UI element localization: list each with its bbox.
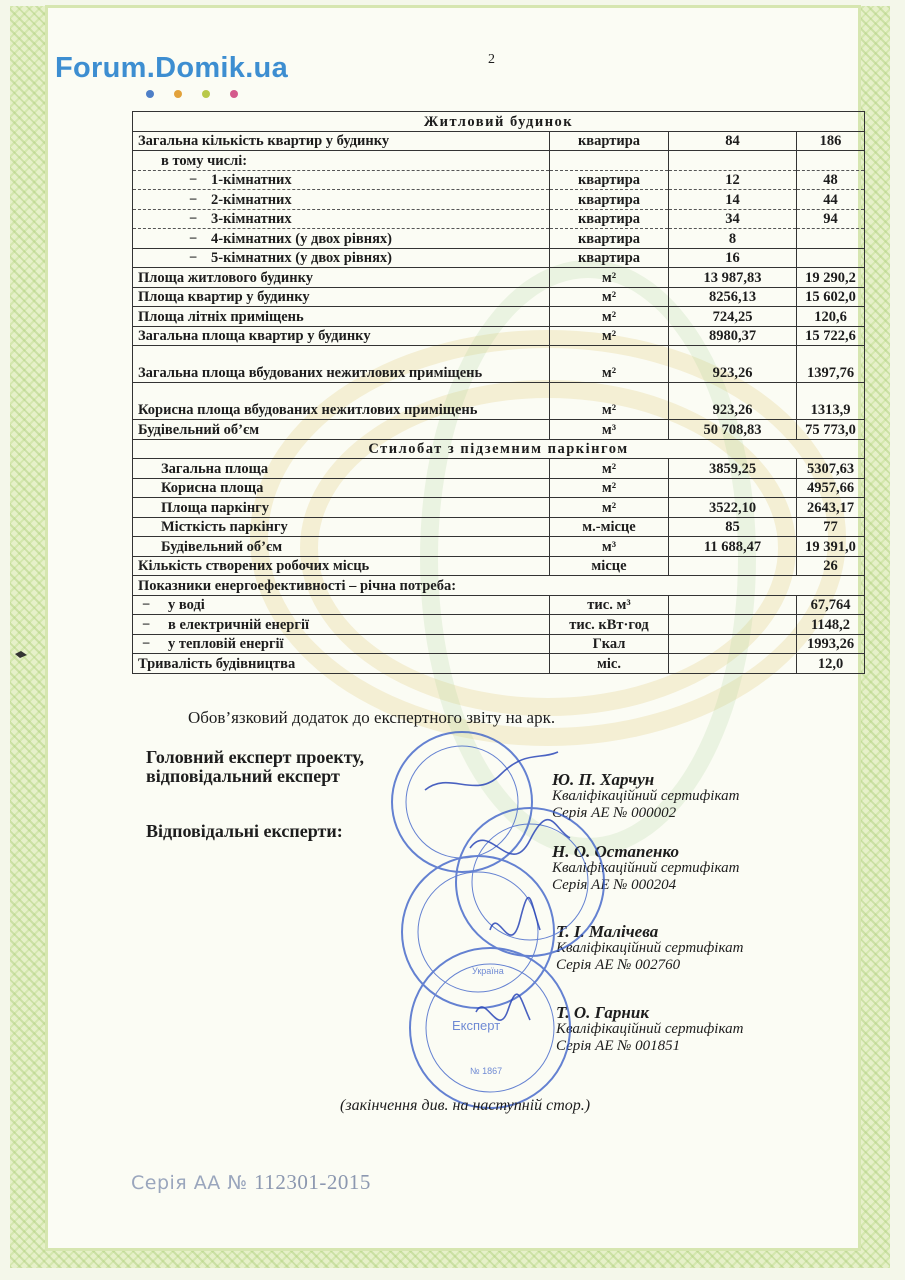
- expert-certificate: [556, 1021, 743, 1055]
- row-unit: квартира: [550, 248, 669, 268]
- row-label: [133, 248, 550, 268]
- row-value-1: [669, 654, 797, 674]
- row-value-2: [797, 229, 865, 249]
- table-row: [133, 654, 865, 674]
- row-label-text: Корисна площа вбудованих нежитлових приміщень: [138, 402, 478, 418]
- section-row-residential: [133, 112, 865, 132]
- row-label: [133, 654, 550, 674]
- table-row: [133, 346, 865, 383]
- table-row: [133, 209, 865, 229]
- serial-number: 112301-2015: [254, 1170, 371, 1194]
- row-unit: м³: [550, 537, 669, 557]
- row-value-2: 4957,66: [797, 478, 865, 498]
- row-unit: м²: [550, 268, 669, 288]
- table-row: [133, 151, 865, 171]
- heading-line: Головний експерт проекту,: [146, 747, 365, 767]
- row-label-text: 5-кімнатних (у двох рівнях): [211, 250, 393, 266]
- row-unit: квартира: [550, 190, 669, 210]
- row-value-1: [669, 556, 797, 576]
- row-label-text: Площа паркінгу: [161, 499, 270, 516]
- certificate-type: Кваліфікаційний сертифікат: [552, 788, 740, 804]
- table-row: [133, 383, 865, 420]
- table-row: [133, 420, 865, 440]
- row-value-2: 15 722,6: [797, 326, 865, 346]
- row-value-2: 1993,26: [797, 634, 865, 654]
- bullet-dash: −: [142, 636, 151, 652]
- energy-title: Показники енергоефективності – річна потреба:: [133, 576, 865, 596]
- row-label: [133, 209, 550, 229]
- row-value-1: 923,26: [669, 383, 797, 420]
- row-value-2: 94: [797, 209, 865, 229]
- table-row: [133, 190, 865, 210]
- watermark-dot: [202, 90, 210, 98]
- stamp-label: Україна: [472, 966, 504, 976]
- row-label-text: 3-кімнатних: [211, 211, 292, 227]
- row-unit: квартира: [550, 131, 669, 151]
- row-value-1: 14: [669, 190, 797, 210]
- row-value-1: 3522,10: [669, 498, 797, 518]
- expert-name: Т. О. Гарник: [556, 1003, 649, 1022]
- bullet-dash: −: [189, 250, 198, 266]
- expert-certificate: [556, 940, 743, 974]
- row-label: [133, 307, 550, 327]
- row-label: [133, 268, 550, 288]
- row-value-2: 44: [797, 190, 865, 210]
- page-number: 2: [488, 52, 495, 67]
- table-row: [133, 537, 865, 557]
- certificate-type: Кваліфікаційний сертифікат: [556, 1021, 744, 1037]
- certificate-series: Серія АЕ № 001851: [556, 1038, 681, 1054]
- row-value-1: [669, 615, 797, 635]
- table-row: [133, 478, 865, 498]
- row-value-2: 5307,63: [797, 459, 865, 479]
- continuation-note: (закінчення див. на наступній стор.): [340, 1097, 591, 1114]
- row-value-2: 1313,9: [797, 383, 865, 420]
- row-unit: м²: [550, 346, 669, 383]
- row-label-text: 4-кімнатних (у двох рівнях): [211, 230, 393, 247]
- annex-note: Обов’язковий додаток до експертного звіту на арк.: [188, 708, 556, 727]
- chief-expert-heading: [146, 748, 364, 786]
- row-unit: [550, 151, 669, 171]
- row-value-1: 13 987,83: [669, 268, 797, 288]
- expert-name: Н. О. Остапенко: [552, 842, 679, 861]
- certificate-series: Серія АЕ № 000002: [552, 805, 677, 821]
- row-label-text: в електричній енергії: [168, 616, 310, 633]
- watermark-dot: [230, 90, 238, 98]
- row-label: [133, 151, 550, 171]
- row-value-2: 1397,76: [797, 346, 865, 383]
- row-label-text: Загальна площа квартир у будинку: [138, 328, 371, 344]
- row-label-text: 2-кімнатних: [211, 191, 292, 208]
- bullet-dash: −: [189, 172, 198, 188]
- table-row: [133, 517, 865, 537]
- table-row: [133, 556, 865, 576]
- table-row: [133, 498, 865, 518]
- certificate-series: Серія АЕ № 000204: [552, 877, 677, 893]
- row-label-text: Будівельний об’єм: [161, 538, 283, 555]
- bullet-dash: −: [189, 211, 198, 227]
- bullet-dash: −: [142, 616, 151, 633]
- row-unit: м²: [550, 383, 669, 420]
- table-row: [133, 170, 865, 190]
- row-unit: м.-місце: [550, 517, 669, 537]
- row-label: [133, 556, 550, 576]
- row-label: [133, 517, 550, 537]
- row-unit: квартира: [550, 229, 669, 249]
- row-value-2: 67,764: [797, 595, 865, 615]
- certificate-type: Кваліфікаційний сертифікат: [556, 940, 744, 956]
- row-value-1: 34: [669, 209, 797, 229]
- row-unit: міс.: [550, 654, 669, 674]
- row-unit: тис. м³: [550, 595, 669, 615]
- row-unit: м²: [550, 307, 669, 327]
- stamp-label: № 1867: [470, 1066, 503, 1076]
- row-value-2: 19 391,0: [797, 537, 865, 557]
- row-value-1: 3859,25: [669, 459, 797, 479]
- row-label-text: Площа літніх приміщень: [138, 308, 304, 325]
- row-label: [133, 634, 550, 654]
- row-unit: м³: [550, 420, 669, 440]
- table-row: [133, 248, 865, 268]
- row-label-text: Корисна площа: [161, 480, 264, 496]
- table-row: [133, 268, 865, 288]
- row-label-text: Площа житлового будинку: [138, 269, 313, 286]
- row-value-2: 2643,17: [797, 498, 865, 518]
- table-row: [133, 131, 865, 151]
- row-label: [133, 287, 550, 307]
- bullet-dash: −: [142, 597, 151, 613]
- row-label: [133, 383, 550, 420]
- row-label-text: Тривалість будівництва: [138, 655, 296, 672]
- row-value-2: [797, 151, 865, 171]
- form-serial-number: [131, 1170, 371, 1195]
- row-value-1: 8980,37: [669, 326, 797, 346]
- row-label: [133, 229, 550, 249]
- row-label: [133, 131, 550, 151]
- row-value-1: [669, 595, 797, 615]
- row-label-text: Загальна площа: [161, 460, 269, 477]
- row-value-2: 12,0: [797, 654, 865, 674]
- row-label-text: в тому числі:: [161, 152, 248, 169]
- table-row: [133, 307, 865, 327]
- row-value-1: 11 688,47: [669, 537, 797, 557]
- expert-name: Ю. П. Харчун: [552, 770, 655, 789]
- row-value-1: 8256,13: [669, 287, 797, 307]
- row-label: [133, 459, 550, 479]
- row-label-text: Загальна кількість квартир у будинку: [138, 133, 390, 149]
- row-value-2: 186: [797, 131, 865, 151]
- row-value-1: 85: [669, 517, 797, 537]
- bullet-dash: −: [189, 191, 198, 208]
- table-row: [133, 634, 865, 654]
- row-value-1: [669, 634, 797, 654]
- row-value-2: 26: [797, 556, 865, 576]
- watermark-dot: [174, 90, 182, 98]
- row-value-2: 15 602,0: [797, 287, 865, 307]
- bullet-dash: −: [189, 230, 198, 247]
- responsible-experts-heading: Відповідальні експерти:: [146, 821, 343, 841]
- watermark-logo: Forum.Domik.ua: [55, 52, 288, 84]
- row-label-text: Кількість створених робочих місць: [138, 558, 370, 574]
- row-label: [133, 478, 550, 498]
- row-label: [133, 615, 550, 635]
- row-label: [133, 326, 550, 346]
- row-label-text: Будівельний об’єм: [138, 421, 260, 438]
- row-label: [133, 595, 550, 615]
- row-label: [133, 170, 550, 190]
- row-value-1: 12: [669, 170, 797, 190]
- row-value-2: 19 290,2: [797, 268, 865, 288]
- expert-certificate: [552, 860, 739, 894]
- row-label-text: Місткість паркінгу: [161, 519, 288, 535]
- row-unit: місце: [550, 556, 669, 576]
- row-unit: Гкал: [550, 634, 669, 654]
- row-value-1: 8: [669, 229, 797, 249]
- row-value-1: [669, 151, 797, 171]
- row-value-1: 84: [669, 131, 797, 151]
- heading-line: відповідальний експерт: [146, 766, 340, 786]
- ink-speck-mark: [14, 650, 28, 659]
- expert-certificate: [552, 788, 739, 822]
- row-unit: м²: [550, 287, 669, 307]
- row-value-1: [669, 478, 797, 498]
- row-value-2: [797, 248, 865, 268]
- table-row: [133, 595, 865, 615]
- row-unit: тис. кВт·год: [550, 615, 669, 635]
- row-label-text: у тепловій енергії: [168, 636, 284, 652]
- row-label: [133, 420, 550, 440]
- table-row: [133, 459, 865, 479]
- row-value-2: 1148,2: [797, 615, 865, 635]
- expert-name: Т. І. Малічева: [556, 922, 659, 941]
- row-value-1: 50 708,83: [669, 420, 797, 440]
- stamp-label: Експерт: [452, 1018, 501, 1033]
- row-unit: квартира: [550, 209, 669, 229]
- row-unit: м²: [550, 498, 669, 518]
- indicators-table: [132, 111, 865, 674]
- certificate-series: Серія АЕ № 002760: [556, 957, 681, 973]
- row-value-1: 724,25: [669, 307, 797, 327]
- row-unit: м²: [550, 326, 669, 346]
- row-label-text: 1-кімнатних: [211, 172, 292, 188]
- row-label: [133, 190, 550, 210]
- row-unit: квартира: [550, 170, 669, 190]
- serial-prefix: Серія АА №: [131, 1172, 248, 1194]
- section-row-stylobate: [133, 439, 865, 459]
- table-row: [133, 229, 865, 249]
- section-heading: Стилобат з підземним паркінгом: [133, 439, 865, 459]
- watermark-dots: [146, 90, 246, 100]
- row-value-2: 77: [797, 517, 865, 537]
- row-value-2: 48: [797, 170, 865, 190]
- energy-title-row: [133, 576, 865, 596]
- row-value-1: 923,26: [669, 346, 797, 383]
- table-row: [133, 326, 865, 346]
- row-label-text: Площа квартир у будинку: [138, 289, 310, 305]
- row-label: [133, 498, 550, 518]
- certificate-type: Кваліфікаційний сертифікат: [552, 860, 740, 876]
- row-value-1: 16: [669, 248, 797, 268]
- watermark-dot: [146, 90, 154, 98]
- row-value-2: 120,6: [797, 307, 865, 327]
- row-label-text: Загальна площа вбудованих нежитлових приміщень: [138, 365, 483, 381]
- row-label: [133, 537, 550, 557]
- row-label-text: у воді: [168, 597, 205, 613]
- row-unit: м²: [550, 478, 669, 498]
- row-label: [133, 346, 550, 383]
- table-row: [133, 287, 865, 307]
- section-heading: Житловий будинок: [133, 112, 865, 132]
- table-row: [133, 615, 865, 635]
- row-value-2: 75 773,0: [797, 420, 865, 440]
- row-unit: м²: [550, 459, 669, 479]
